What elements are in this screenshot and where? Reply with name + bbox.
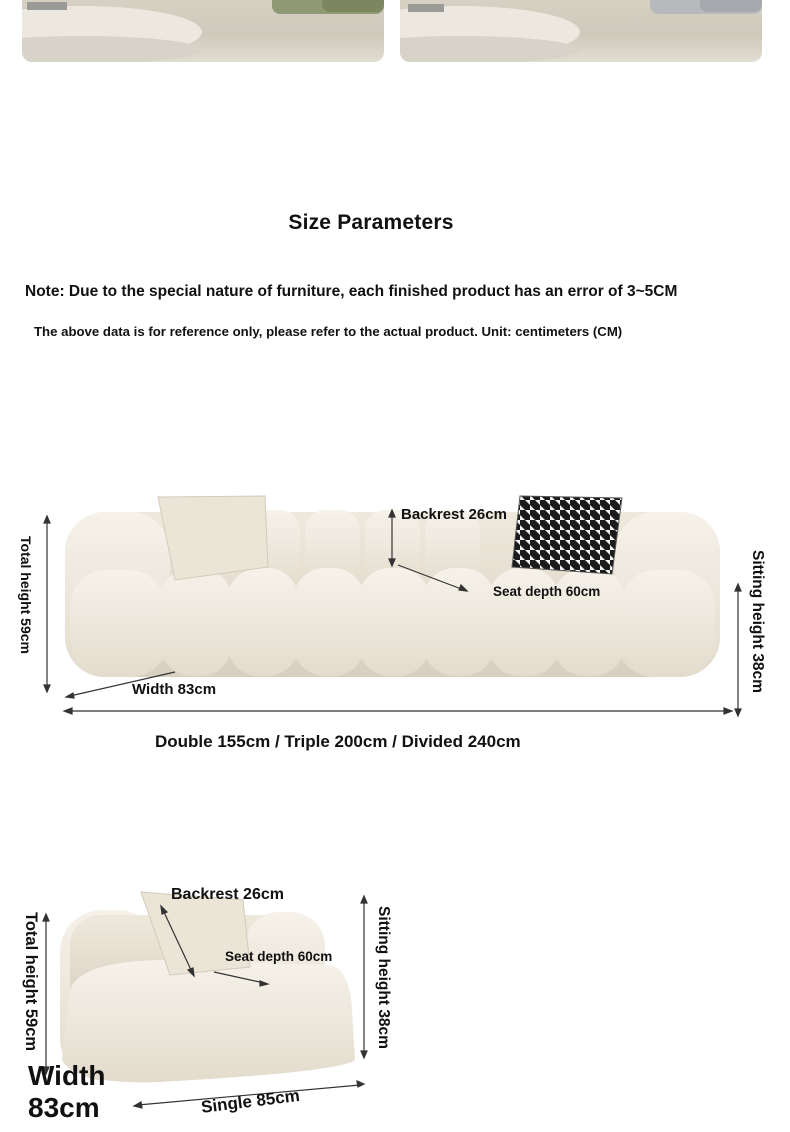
reference-note: The above data is for reference only, please refer to the actual product. Unit: centimeters (CM) (34, 324, 623, 339)
single-width-label (28, 1060, 106, 1124)
single-backrest-label: Backrest 26cm (171, 886, 284, 903)
error-note: Note: Due to the special nature of furniture, each finished product has an error of 3~5CM (25, 283, 678, 300)
single-width-value: 83cm (28, 1092, 100, 1123)
sofa-total-height-label: Total height 59cm (18, 536, 34, 654)
sofa-lengths-label: Double 155cm / Triple 200cm / Divided 240cm (155, 732, 521, 751)
single-width-word: Width (28, 1060, 106, 1091)
single-chair-illustration (60, 892, 355, 1082)
sofa-backrest-label: Backrest 26cm (401, 506, 507, 523)
section-title: Size Parameters (288, 211, 454, 234)
single-sitting-height-label: Sitting height 38cm (375, 906, 392, 1049)
sofa-width-label: Width 83cm (132, 681, 217, 698)
single-length-label: Single 85cm (200, 1085, 301, 1117)
single-total-height-label: Total height 59cm (22, 912, 40, 1052)
sofa-seat-depth-label: Seat depth 60cm (493, 584, 601, 599)
sofa-sitting-height-label: Sitting height 38cm (749, 550, 766, 693)
single-seat-depth-label: Seat depth 60cm (225, 949, 333, 964)
